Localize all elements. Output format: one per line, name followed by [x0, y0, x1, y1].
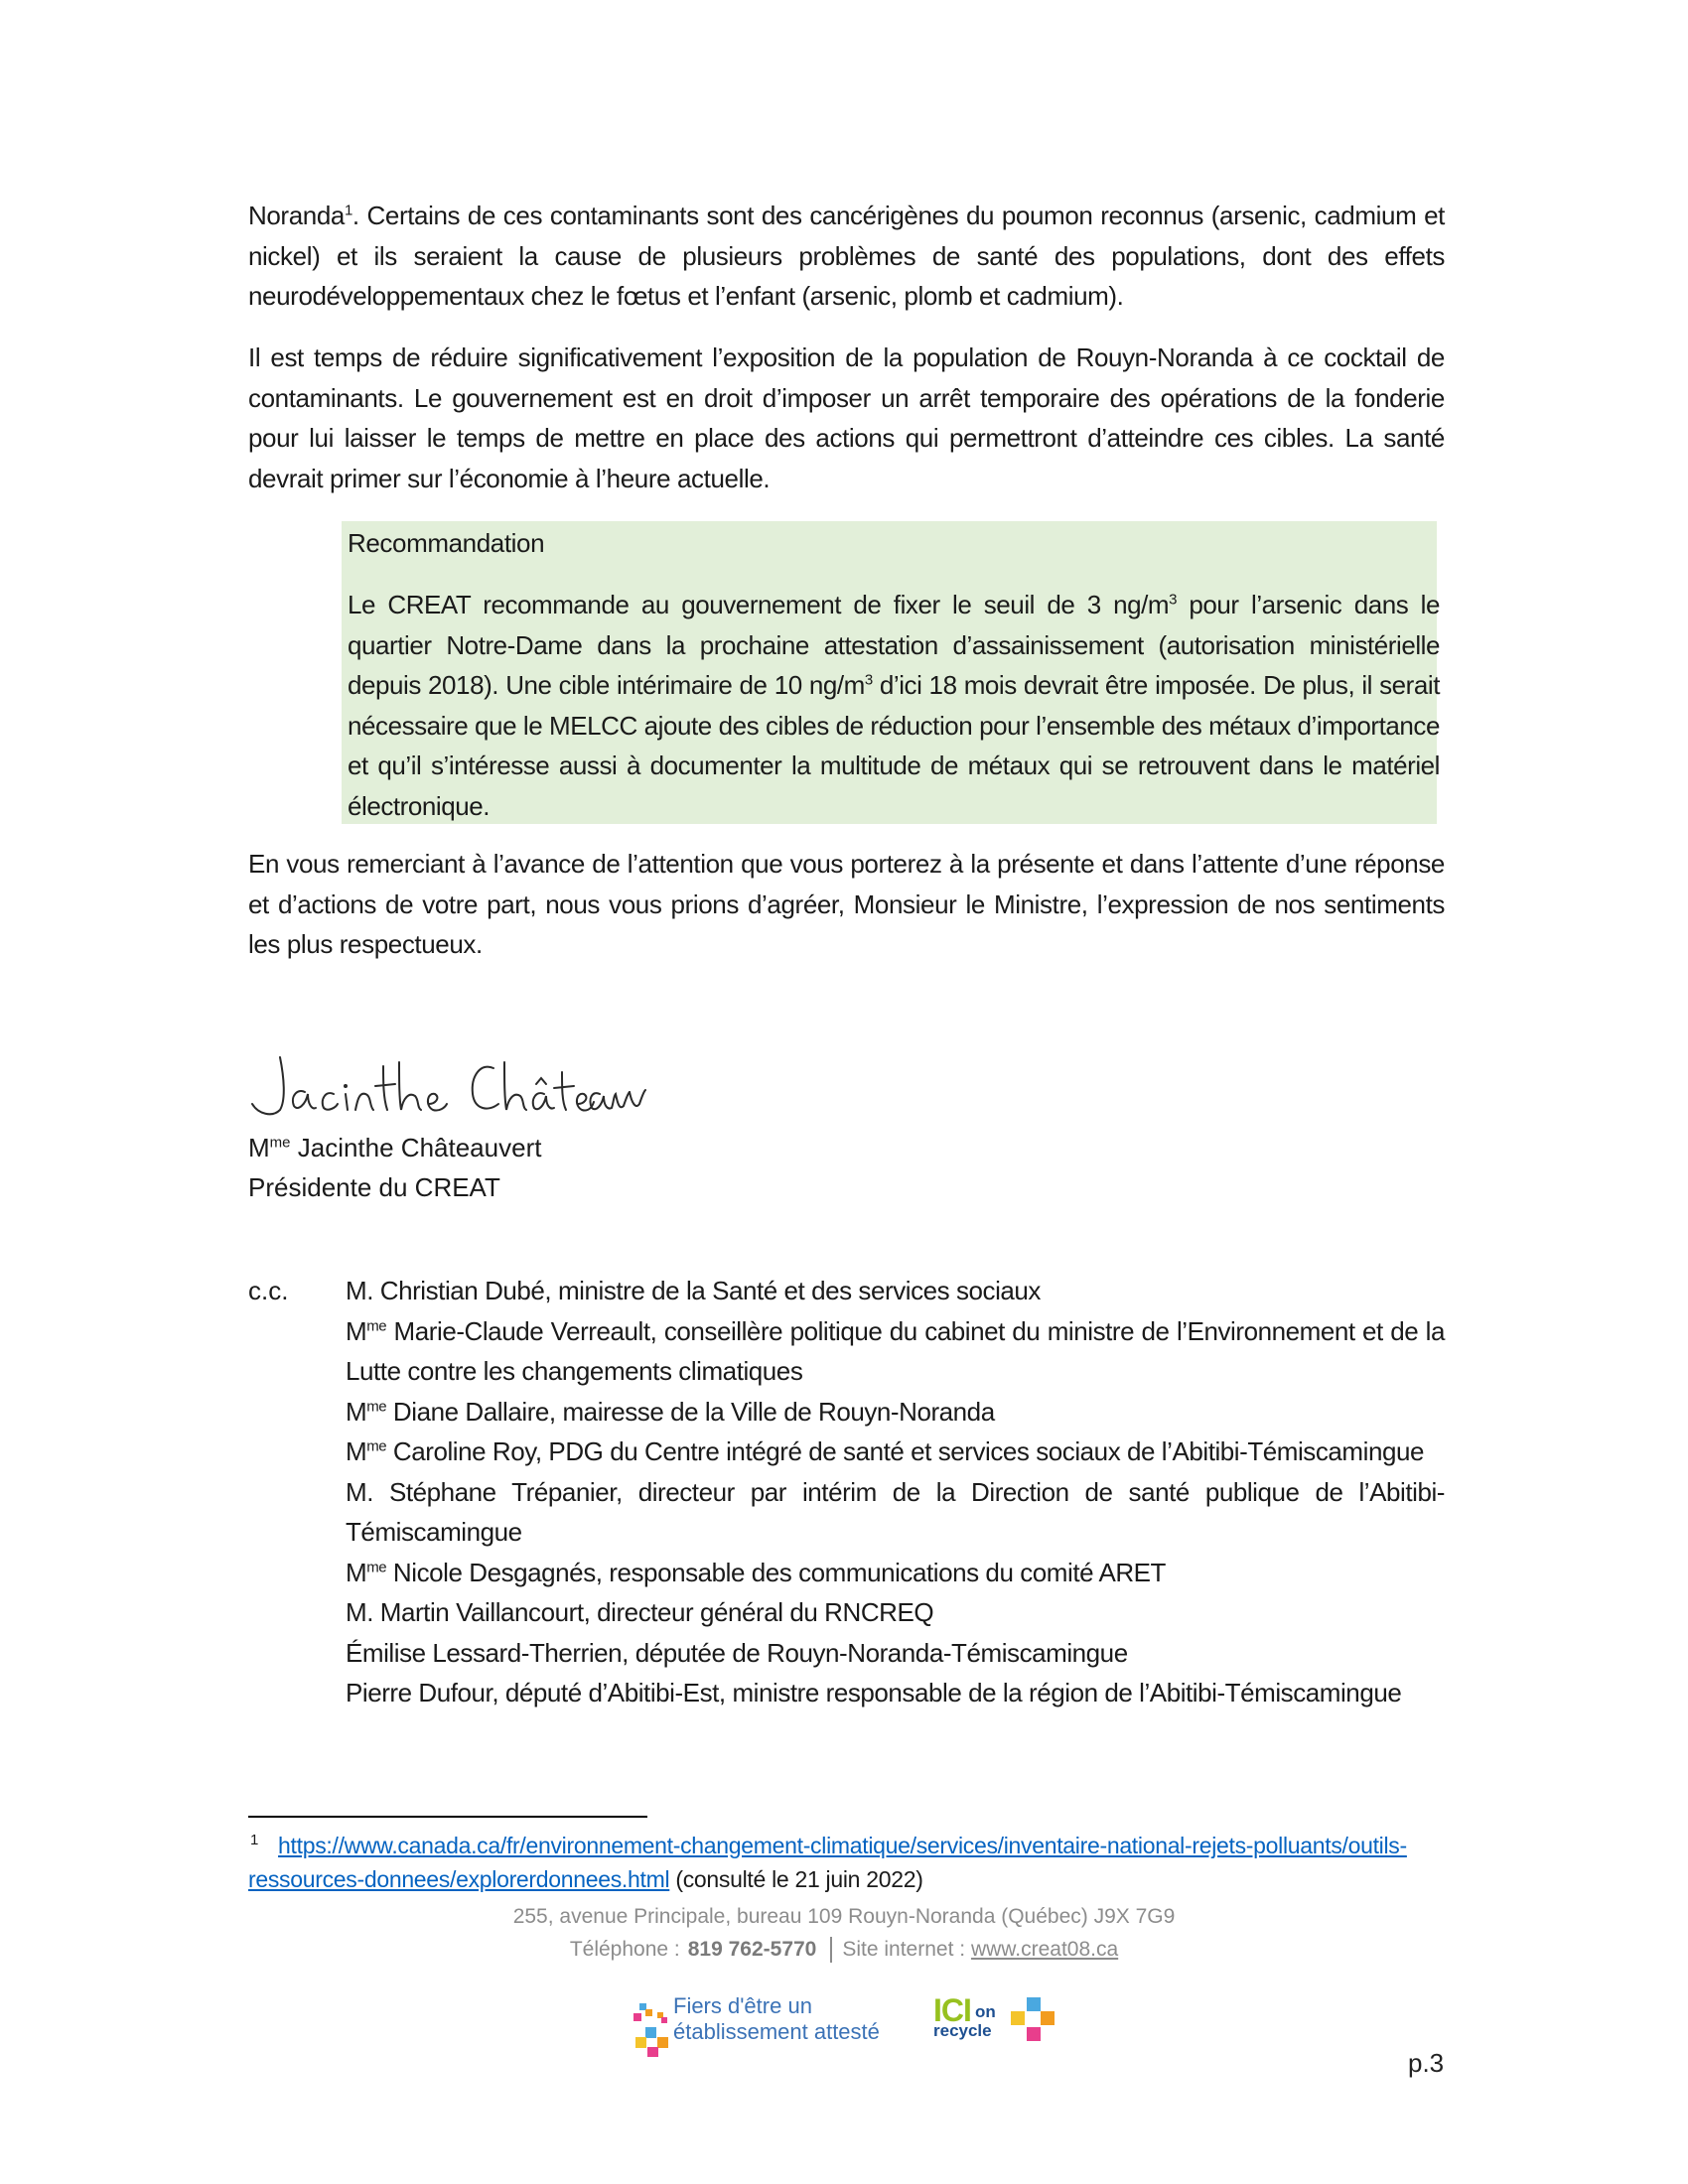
footnote-suffix: (consulté le 21 juin 2022)	[669, 1866, 923, 1892]
site-label: Site internet :	[842, 1938, 966, 1961]
superscript: 3	[864, 671, 873, 689]
cc-recipient	[346, 1673, 1445, 1713]
superscript: me	[269, 1134, 291, 1152]
paragraph-text: . Certains de ces contaminants sont des cancérigènes du poumon reconnus (arsenic, cadmium et nickel) et ils seraient la cause de plusieurs problèmes de santé des populations, dont des effets neurodéveloppementaux chez le fœtus et l’enfant (arsenic, plomb et cadmium).	[248, 201, 1445, 311]
attested-establishment-logo-text	[673, 1993, 880, 2045]
logo-text-line: établissement attesté	[673, 2019, 880, 2044]
cc-recipient	[346, 1392, 1445, 1433]
recommendation-text	[348, 585, 1440, 826]
handwritten-signature	[250, 1052, 647, 1122]
recipient-text: Émilise Lessard-Therrien, députée de Rouyn-Noranda-Témiscamingue	[346, 1637, 1128, 1668]
paragraph-contaminants	[248, 196, 1445, 317]
paragraph-exposure	[248, 338, 1445, 498]
cc-recipient	[346, 1592, 1445, 1633]
recipient-text: Nicole Desgagnés, responsable des communications du comité ARET	[386, 1557, 1166, 1587]
recipient-text: Pierre Dufour, député d’Abitibi-Est, ministre responsable de la région de l’Abitibi-Témiscamingue	[346, 1678, 1402, 1707]
footnote	[248, 1829, 1450, 1896]
recipient-text: Christian Dubé, ministre de la Santé et des services sociaux	[372, 1276, 1041, 1305]
recipient-title: M	[346, 1315, 367, 1346]
recipient-text: Diane Dallaire, mairesse de la Ville de Rouyn-Noranda	[386, 1396, 995, 1427]
paragraph-text: Il est temps de réduire significativement l’exposition de la population de Rouyn-Noranda à ce cocktail de contaminants. Le gouvernement est en droit d’imposer un arrêt temporaire des opérations de la fonderie pour lui laisser le temps de mettre en place des actions qui permettront d’atteindre ces cibles. La santé devrait primer sur l’économie à l’heure actuelle.	[248, 342, 1445, 493]
logo-text-ici: ICI	[933, 1992, 971, 2028]
superscript: me	[366, 1316, 387, 1334]
recipient-text: Martin Vaillancourt, directeur général du RNCREQ	[372, 1597, 934, 1627]
recipient-title: M.	[346, 1597, 373, 1627]
cc-recipient	[346, 1271, 1445, 1311]
website-link[interactable]: www.creat08.ca	[970, 1938, 1119, 1961]
cc-recipient	[346, 1472, 1445, 1553]
footer-contact	[0, 1935, 1688, 1965]
recommendation-text-part: d’ici 18 mois devrait être imposée. De plus, il serait nécessaire que le MELCC ajoute des cibles de réduction pour l’ensemble des métaux d’importance et qu’il s’intéresse aussi à documenter la multitude de métaux qui se retrouvent dans le matériel électronique.	[348, 670, 1441, 821]
footnote-number: 1	[250, 1832, 259, 1849]
phone-number: 819 762-5770	[687, 1938, 817, 1961]
signatory-name	[248, 1128, 541, 1167]
recommendation-box	[342, 521, 1441, 824]
superscript: me	[366, 1397, 387, 1415]
paragraph-text: Noranda	[248, 201, 345, 230]
footer-address: 255, avenue Principale, bureau 109 Rouyn-Noranda (Québec) J9X 7G9	[512, 1905, 1176, 1928]
recommendation-text-part: pour l’arsenic dans le quartier Notre-Dame dans la prochaine attestation d’assainissement (autorisation ministérielle depuis 2018). Une cible intérimaire de 10 ng/m	[348, 590, 1440, 700]
paragraph-closing	[248, 844, 1445, 965]
page-number: p.3	[1408, 2048, 1445, 2078]
recipient-title: M.	[346, 1476, 373, 1507]
recommendation-text-part: Le CREAT recommande au gouvernement de fixer le seuil de 3 ng/m	[348, 590, 1170, 619]
recipient-title: M	[346, 1436, 367, 1466]
cc-recipient	[346, 1432, 1445, 1472]
recipient-title: M	[346, 1557, 367, 1587]
recipient-text: Marie-Claude Verreault, conseillère politique du cabinet du ministre de l’Environnement et de la Lutte contre les changements climatiques	[346, 1315, 1445, 1386]
recipient-title: M	[346, 1396, 367, 1427]
paragraph-text: En vous remerciant à l’avance de l’attention que vous porterez à la présente et dans l’attente d’une réponse et d’actions de votre part, nous vous prions d’agréer, Monsieur le Ministre, l’expression de nos sentiments les plus respectueux.	[248, 849, 1445, 959]
cc-recipient	[346, 1633, 1445, 1674]
signatory-role: Présidente du CREAT	[248, 1172, 500, 1202]
cc-label: c.c.	[248, 1276, 289, 1305]
title-prefix: M	[248, 1133, 270, 1162]
cc-list	[346, 1271, 1445, 1713]
recommendation-title: Recommandation	[348, 528, 545, 558]
phone-label: Téléphone :	[569, 1938, 680, 1961]
recipient-title: M.	[346, 1276, 373, 1305]
name-text: Jacinthe Châteauvert	[290, 1133, 542, 1162]
logo-text-recycle: recycle	[933, 2021, 992, 2040]
footnote-link[interactable]: https://www.canada.ca/fr/environnement-changement-climatique/services/inventaire-national-rejets-polluants/outils-ressources-donnees/explorerdonnees.html	[248, 1833, 1407, 1892]
logo-text-on: on	[975, 2002, 996, 2021]
superscript: me	[366, 1558, 387, 1575]
footnote-separator	[248, 1816, 647, 1818]
footnote-reference[interactable]: 1	[344, 202, 352, 219]
footer-logos	[626, 1985, 1053, 2055]
cc-recipient	[346, 1553, 1445, 1593]
cc-recipient	[346, 1311, 1445, 1392]
divider	[830, 1937, 832, 1963]
superscript: 3	[1169, 591, 1178, 609]
logo-text-line: Fiers d'être un	[673, 1993, 812, 2018]
recipient-text: Stéphane Trépanier, directeur par intérim de la Direction de santé publique de l’Abitibi-Témiscamingue	[346, 1476, 1445, 1547]
recipient-text: Caroline Roy, PDG du Centre intégré de santé et services sociaux de l’Abitibi-Témiscamingue	[386, 1436, 1424, 1466]
superscript: me	[366, 1437, 387, 1455]
